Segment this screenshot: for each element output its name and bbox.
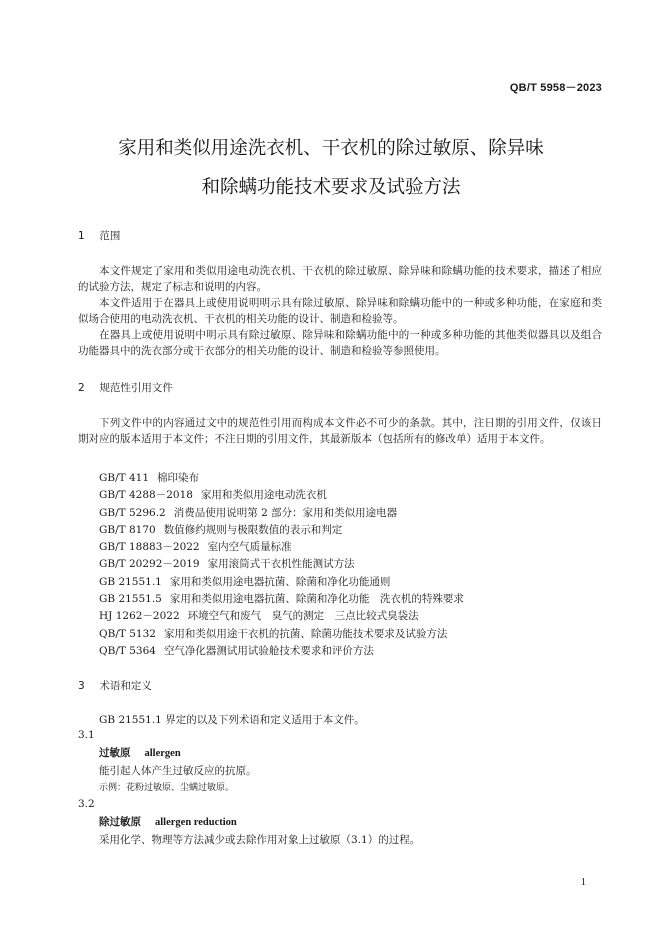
- section-2-title: 规范性引用文件: [99, 382, 173, 394]
- reference-item: [99, 608, 464, 625]
- reference-title: 棉印染布: [157, 472, 200, 484]
- term-3-1-heading: [99, 745, 181, 760]
- reference-code: QB/T 5364: [99, 644, 156, 657]
- section-2-heading: [78, 380, 173, 395]
- reference-item: [99, 505, 464, 522]
- reference-item: [99, 522, 464, 539]
- reference-code: GB/T 20292－2019: [99, 558, 200, 571]
- term-3-1-number: 3.1: [78, 729, 95, 741]
- reference-title: 家用滚筒式干衣机性能测试方法: [207, 558, 355, 571]
- section-1-number: 1: [78, 230, 85, 242]
- reference-code: GB/T 411: [99, 472, 150, 484]
- section-3-intro: GB 21551.1 界定的以及下列术语和定义适用于本文件。: [99, 714, 365, 726]
- term-3-2-number: 3.2: [78, 798, 95, 810]
- reference-title: 空气净化器测试用试验舱技术要求和评价方法: [163, 644, 374, 657]
- document-title-line-1: 家用和类似用途洗衣机、干衣机的除过敏原、除异味: [118, 138, 544, 159]
- reference-item: [99, 591, 464, 608]
- section-1-title: 范围: [99, 230, 121, 242]
- section-1-paragraph-3: 在器具上或使用说明中明示具有除过敏原、除异味和除螨功能中的一种或多种功能的其他类似器具以及组合功能器具中的洗衣部分或干衣部分的相关功能的设计、制造和检验等参照使用。: [78, 329, 602, 357]
- page-number: 1: [580, 877, 586, 888]
- section-2-intro: 下列文件中的内容通过文中的规范性引用而构成本文件必不可少的条款。其中，注日期的引用文件，仅该日期对应的版本适用于本文件；不注日期的引用文件，其最新版本（包括所有的修改单）适用于本文件。: [78, 417, 602, 445]
- section-3-title: 术语和定义: [99, 680, 152, 692]
- reference-code: GB 21551.5: [99, 593, 162, 606]
- reference-title: 家用和类似用途电器抗菌、除菌和净化功能通则: [169, 575, 391, 588]
- normative-reference-list: [99, 470, 464, 660]
- reference-title: 室内空气质量标准: [207, 541, 292, 554]
- reference-title: 数值修约规则与极限数值的表示和判定: [163, 523, 343, 536]
- reference-item: [99, 470, 464, 487]
- reference-item: [99, 487, 464, 504]
- term-chinese: 过敏原: [99, 747, 131, 759]
- term-english: allergen: [144, 748, 181, 759]
- term-3-2-definition: 采用化学、物理等方法减少或去除作用对象上过敏原（3.1）的过程。: [99, 834, 421, 846]
- section-2-number: 2: [78, 382, 85, 394]
- reference-code: GB 21551.1: [99, 575, 162, 588]
- document-title-line-2: 和除螨功能技术要求及试验方法: [201, 177, 461, 198]
- reference-title: 家用和类似用途电器抗菌、除菌和净化功能 洗衣机的特殊要求: [169, 593, 464, 606]
- document-code: QB/T 5958－2023: [509, 82, 602, 94]
- reference-code: QB/T 5132: [99, 627, 156, 640]
- term-3-1-example: 示例：花粉过敏原、尘螨过敏原。: [99, 783, 235, 793]
- reference-item: [99, 574, 464, 591]
- reference-item: [99, 643, 464, 660]
- term-chinese: 除过敏原: [99, 816, 141, 828]
- reference-item: [99, 556, 464, 573]
- term-3-1-definition: 能引起人体产生过敏反应的抗原。: [99, 765, 257, 777]
- section-3-heading: [78, 678, 152, 693]
- term-3-2-heading: [99, 814, 237, 829]
- reference-item: [99, 626, 464, 643]
- reference-code: HJ 1262－2022: [99, 610, 180, 623]
- section-1-paragraph-1: 本文件规定了家用和类似用途电动洗衣机、干衣机的除过敏原、除异味和除螨功能的技术要求，描述了相应的试验方法，规定了标志和说明的内容。: [78, 265, 602, 293]
- section-3-number: 3: [78, 680, 85, 692]
- reference-title: 家用和类似用途干衣机的抗菌、除菌功能技术要求及试验方法: [163, 627, 448, 640]
- reference-code: GB/T 4288－2018: [99, 489, 193, 502]
- reference-title: 家用和类似用途电动洗衣机: [200, 489, 327, 502]
- reference-title: 消费品使用说明第 2 部分：家用和类似用途电器: [173, 506, 398, 519]
- reference-code: GB/T 8170: [99, 523, 156, 536]
- reference-title: 环境空气和废气 臭气的测定 三点比较式臭袋法: [187, 610, 419, 623]
- section-1-heading: [78, 228, 120, 243]
- reference-code: GB/T 5296.2: [99, 506, 166, 519]
- reference-item: [99, 539, 464, 556]
- term-english: allergen reduction: [155, 817, 237, 828]
- reference-code: GB/T 18883－2022: [99, 541, 200, 554]
- section-1-paragraph-2: 本文件适用于在器具上或使用说明明示具有除过敏原、除异味和除螨功能中的一种或多种功能，在家庭和类似场合使用的电动洗衣机、干衣机的相关功能的设计、制造和检验等。: [78, 297, 602, 325]
